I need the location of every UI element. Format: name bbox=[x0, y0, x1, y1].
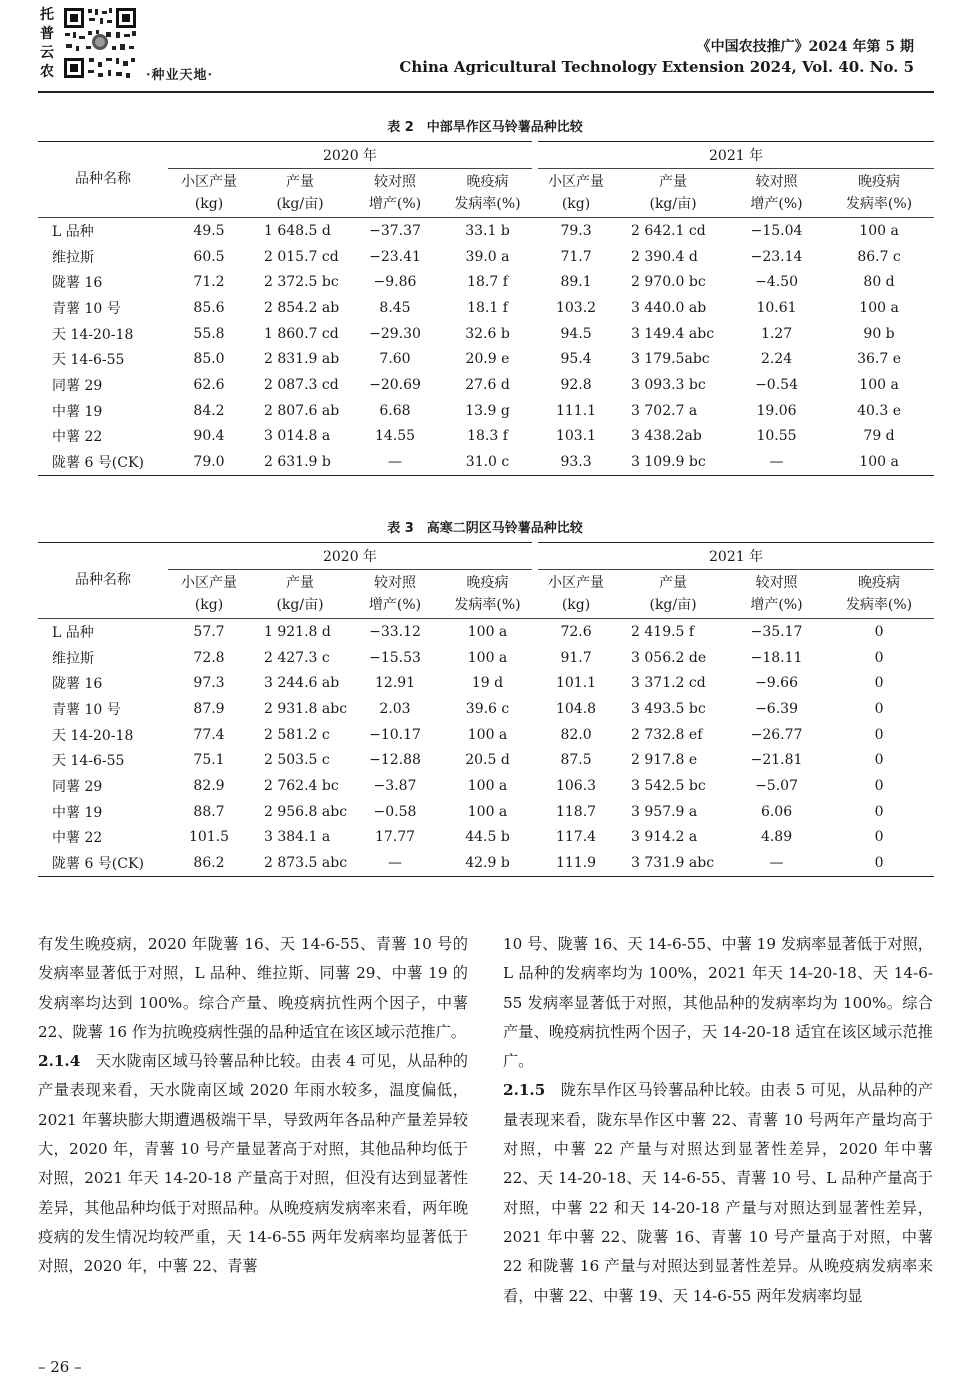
table-cell: −0.58 bbox=[373, 803, 417, 820]
table3 bbox=[38, 542, 934, 877]
table-cell: 100 a bbox=[467, 777, 508, 794]
table-cell: −23.14 bbox=[750, 248, 803, 265]
table-cell: 14.55 bbox=[374, 428, 416, 445]
table-cell: 2 642.1 cd bbox=[631, 222, 706, 239]
table-cell: 62.6 bbox=[193, 376, 225, 393]
col-header: 晚疫病 发病率(%) bbox=[440, 169, 535, 218]
table-cell: 55.8 bbox=[193, 325, 225, 342]
table-cell: 2 873.5 abc bbox=[250, 850, 350, 876]
table-cell: −37.37 bbox=[369, 222, 421, 239]
table-cell: 20.5 d bbox=[465, 752, 510, 769]
col-header: 晚疫病 发病率(%) bbox=[824, 169, 934, 218]
table-cell: 3 056.2 de bbox=[631, 649, 707, 666]
table-cell: −9.66 bbox=[755, 675, 798, 692]
table-cell: 106.3 bbox=[555, 777, 597, 794]
variety-name-cell: L 品种 bbox=[52, 223, 94, 240]
table-cell: 100 a bbox=[859, 222, 899, 239]
table-cell: 1 921.8 d bbox=[264, 623, 331, 640]
table-cell: 19.06 bbox=[756, 402, 797, 419]
variety-name-cell: 中薯 19 bbox=[52, 804, 103, 821]
section-tag: ·种业天地· bbox=[146, 68, 214, 83]
col-header: 产量 (kg/亩) bbox=[250, 169, 350, 218]
paragraph bbox=[38, 1047, 468, 1281]
table-cell: 0 bbox=[874, 752, 884, 769]
table-cell: 27.6 d bbox=[465, 376, 510, 393]
table-cell: 3 731.9 abc bbox=[617, 850, 729, 876]
brand-char: 托 bbox=[40, 7, 54, 23]
col-header: 小区产量 (kg) bbox=[168, 169, 250, 218]
table-row bbox=[38, 346, 934, 372]
page-header bbox=[38, 6, 932, 90]
table3-caption: 表 3 高寒二阴区马铃薯品种比较 bbox=[387, 521, 583, 536]
table-cell: 18.3 f bbox=[467, 428, 508, 445]
table-cell: 0 bbox=[874, 803, 884, 820]
table-cell: 92.8 bbox=[560, 376, 592, 393]
variety-name-cell: 陇薯 6 号(CK) bbox=[38, 850, 168, 876]
year-header: 2020 年 bbox=[168, 543, 535, 570]
col-header: 较对照 增产(%) bbox=[350, 169, 440, 218]
table-cell: 82.0 bbox=[560, 726, 592, 743]
table-cell: 79.0 bbox=[168, 449, 250, 475]
table-row bbox=[38, 670, 934, 696]
table-cell: 3 438.2ab bbox=[631, 428, 702, 445]
table-cell: −23.41 bbox=[369, 248, 421, 265]
table-cell: 103.2 bbox=[555, 299, 597, 316]
table-cell: −4.50 bbox=[755, 274, 798, 291]
table-row bbox=[38, 722, 934, 748]
journal-title-cn: 《中国农技推广》2024 年第 5 期 bbox=[696, 39, 914, 55]
table-cell: 2 970.0 bc bbox=[631, 274, 706, 291]
table-cell: 39.6 c bbox=[465, 700, 510, 717]
table-cell: 31.0 c bbox=[440, 449, 535, 475]
table-cell: — bbox=[350, 449, 440, 475]
table-cell: 17.77 bbox=[374, 829, 416, 846]
variety-name-cell: 陇薯 6 号(CK) bbox=[38, 449, 168, 475]
table-cell: 18.7 f bbox=[467, 274, 508, 291]
table-cell: 3 093.3 bc bbox=[631, 376, 706, 393]
table-cell: 0 bbox=[874, 700, 884, 717]
brand-char: 农 bbox=[40, 64, 54, 80]
col-header: 产量 (kg/亩) bbox=[617, 169, 729, 218]
table-row bbox=[38, 321, 934, 347]
table-cell: −5.07 bbox=[755, 777, 798, 794]
table-cell: 1 860.7 cd bbox=[264, 325, 339, 342]
table-row bbox=[38, 372, 934, 398]
col-header: 较对照 增产(%) bbox=[350, 570, 440, 619]
table-cell: 36.7 e bbox=[857, 351, 901, 368]
table-cell: 3 179.5abc bbox=[631, 351, 710, 368]
table-cell: −3.87 bbox=[373, 777, 417, 794]
variety-name-cell: 天 14-20-18 bbox=[52, 727, 134, 744]
variety-name-cell: 天 14-6-55 bbox=[52, 352, 125, 369]
table-cell: 2 427.3 c bbox=[264, 649, 330, 666]
col-header: 小区产量 (kg) bbox=[535, 169, 617, 218]
table-cell: 100 a bbox=[467, 649, 508, 666]
variety-name-cell: 中薯 22 bbox=[52, 830, 103, 847]
table-cell: 85.0 bbox=[193, 351, 225, 368]
col-header: 小区产量 (kg) bbox=[168, 570, 250, 619]
table-cell: 90 b bbox=[863, 325, 895, 342]
table-cell: 85.6 bbox=[193, 299, 225, 316]
table-cell: 6.68 bbox=[379, 402, 411, 419]
table-row bbox=[38, 645, 934, 671]
col-header-variety: 品种名称 bbox=[38, 543, 168, 619]
table-cell: −6.39 bbox=[755, 700, 798, 717]
table-cell: 3 109.9 bc bbox=[617, 449, 729, 475]
table-row bbox=[38, 773, 934, 799]
table-cell: — bbox=[350, 850, 440, 876]
table-cell: 111.1 bbox=[555, 402, 597, 419]
table-cell: 0 bbox=[874, 726, 884, 743]
table-cell: 2 390.4 d bbox=[631, 248, 698, 265]
table-cell: 10.55 bbox=[756, 428, 797, 445]
col-header: 产量 (kg/亩) bbox=[617, 570, 729, 619]
variety-name-cell: 中薯 19 bbox=[52, 403, 103, 420]
page-number: – 26 – bbox=[38, 1358, 82, 1376]
table-cell: 3 384.1 a bbox=[264, 829, 331, 846]
table-row bbox=[38, 295, 934, 321]
col-header: 晚疫病 发病率(%) bbox=[824, 570, 934, 619]
table-cell: 0 bbox=[874, 675, 884, 692]
table2 bbox=[38, 141, 934, 476]
table-cell: −35.17 bbox=[750, 623, 803, 640]
table-cell: 77.4 bbox=[193, 726, 225, 743]
table-cell: −0.54 bbox=[755, 376, 798, 393]
table-cell: 3 440.0 ab bbox=[631, 299, 707, 316]
table-cell: 2 581.2 c bbox=[264, 726, 330, 743]
table-cell: −9.86 bbox=[373, 274, 417, 291]
table-cell: 88.7 bbox=[193, 803, 225, 820]
table-cell: 44.5 b bbox=[465, 829, 510, 846]
table-cell: 60.5 bbox=[193, 248, 225, 265]
header-divider bbox=[38, 91, 934, 93]
table-cell: 86.2 bbox=[168, 850, 250, 876]
table-row bbox=[38, 850, 934, 876]
paragraph: 10 号、陇薯 16、天 14-6-55、中薯 19 发病率显著低于对照，L 品种的发病率均为 100%，2021 年天 14-20-18、天 14-6-55 发病率显著低于对照，其他品种的发病率均为 100%。综合产量、晚疫病抗性两个因子，天 14-20-18 适宜在该区域示范推广。 bbox=[503, 935, 933, 1071]
brand-char: 普 bbox=[40, 26, 54, 42]
table2-caption: 表 2 中部旱作区马铃薯品种比较 bbox=[387, 120, 583, 135]
table-cell: 90.4 bbox=[193, 428, 225, 445]
table-cell: 118.7 bbox=[555, 803, 597, 820]
journal-title-en: China Agricultural Technology Extension 2024, Vol. 40. No. 5 bbox=[399, 58, 914, 76]
year-header: 2021 年 bbox=[535, 142, 934, 169]
table-cell: −10.17 bbox=[369, 726, 421, 743]
table-cell: 40.3 e bbox=[857, 402, 901, 419]
qr-code-icon bbox=[62, 6, 138, 80]
table-cell: 93.3 bbox=[535, 449, 617, 475]
year-header: 2020 年 bbox=[168, 142, 535, 169]
variety-name-cell: 陇薯 16 bbox=[52, 275, 103, 292]
table-row bbox=[38, 696, 934, 722]
table-cell: — bbox=[729, 850, 824, 876]
table-cell: 101.1 bbox=[555, 675, 597, 692]
table-cell: 7.60 bbox=[379, 351, 411, 368]
paragraph-text: 天水陇南区域马铃薯品种比较。由表 4 可见，从品种的产量表现来看，天水陇南区域 2020 年雨水较多，温度偏低，2021 年薯块膨大期遭遇极端干旱，导致两年各品种产量差异较大，2020 年，青薯 10 号产量显著高于对照，其他品种均低于对照，2021 年天 14-20-18 产量高于对照，但没有达到显著性差异，其他品种均低于对照品种。从晚疫病发病率来看，两年晚疫病的发生情况均较严重，天 14-6-55 两年发病率均显著低于对照，2020 年，中薯 22、青薯 bbox=[38, 1052, 468, 1276]
table-cell: 39.0 a bbox=[465, 248, 510, 265]
table-cell: 18.1 f bbox=[467, 299, 508, 316]
variety-name-cell: L 品种 bbox=[52, 624, 94, 641]
table-cell: 100 a bbox=[467, 726, 508, 743]
publisher-brand bbox=[38, 6, 56, 82]
col-header-variety: 品种名称 bbox=[38, 142, 168, 218]
table-cell: 100 a bbox=[859, 376, 899, 393]
table-cell: 2.24 bbox=[760, 351, 793, 368]
table-cell: 3 957.9 a bbox=[631, 803, 698, 820]
table-cell: 87.5 bbox=[560, 752, 592, 769]
table-cell: 104.8 bbox=[555, 700, 597, 717]
section-number: 2.1.5 bbox=[503, 1081, 546, 1100]
table-cell: −26.77 bbox=[750, 726, 803, 743]
table-cell: −21.81 bbox=[750, 752, 803, 769]
table-cell: 2 956.8 abc bbox=[264, 803, 348, 820]
table-cell: 49.5 bbox=[193, 222, 225, 239]
body-column-right bbox=[503, 930, 933, 1311]
table-cell: 2 917.8 e bbox=[631, 752, 698, 769]
table-cell: 2 087.3 cd bbox=[264, 376, 339, 393]
table-cell: 100 a bbox=[467, 803, 508, 820]
table-cell: 6.06 bbox=[760, 803, 793, 820]
body-column-left bbox=[38, 930, 468, 1282]
paragraph bbox=[503, 1076, 933, 1310]
table-row bbox=[38, 424, 934, 450]
table-row bbox=[38, 269, 934, 295]
table-cell: 2 419.5 f bbox=[631, 623, 695, 640]
table-cell: 3 493.5 bc bbox=[631, 700, 706, 717]
table-cell: 2 931.8 abc bbox=[264, 700, 348, 717]
table-row bbox=[38, 244, 934, 270]
col-header: 晚疫病 发病率(%) bbox=[440, 570, 535, 619]
variety-name-cell: 天 14-20-18 bbox=[52, 326, 134, 343]
table-cell: 100 a bbox=[467, 623, 508, 640]
variety-name-cell: 陇薯 16 bbox=[52, 676, 103, 693]
table-row bbox=[38, 799, 934, 825]
table-cell: 0 bbox=[874, 649, 884, 666]
table-cell: −15.53 bbox=[369, 649, 421, 666]
table-cell: −18.11 bbox=[750, 649, 803, 666]
table-cell: −20.69 bbox=[369, 376, 421, 393]
table-cell: 94.5 bbox=[560, 325, 592, 342]
table-cell: 80 d bbox=[863, 274, 895, 291]
col-header: 产量 (kg/亩) bbox=[250, 570, 350, 619]
table-cell: −33.12 bbox=[369, 623, 421, 640]
table-cell: 32.6 b bbox=[465, 325, 510, 342]
table-cell: 100 a bbox=[859, 299, 899, 316]
table-cell: 20.9 e bbox=[465, 351, 510, 368]
col-header: 较对照 增产(%) bbox=[729, 169, 824, 218]
table-cell: 0 bbox=[874, 777, 884, 794]
table-row bbox=[38, 747, 934, 773]
table-cell: 2 732.8 ef bbox=[631, 726, 703, 743]
table-cell: −12.88 bbox=[369, 752, 421, 769]
table-cell: 0 bbox=[824, 850, 934, 876]
table-row bbox=[38, 619, 934, 645]
table-row bbox=[38, 449, 934, 475]
table-cell: 2 631.9 b bbox=[250, 449, 350, 475]
col-header: 小区产量 (kg) bbox=[535, 570, 617, 619]
table-cell: 0 bbox=[874, 829, 884, 846]
table-cell: 71.2 bbox=[193, 274, 225, 291]
table-cell: 0 bbox=[874, 623, 884, 640]
table-cell: 3 371.2 cd bbox=[631, 675, 706, 692]
table-cell: 13.9 g bbox=[465, 402, 510, 419]
table-cell: 8.45 bbox=[379, 299, 411, 316]
table-cell: 2 854.2 ab bbox=[264, 299, 340, 316]
table-row bbox=[38, 398, 934, 424]
table-cell: 75.1 bbox=[193, 752, 225, 769]
section-number: 2.1.4 bbox=[38, 1052, 81, 1071]
table-cell: 3 702.7 a bbox=[631, 402, 698, 419]
brand-char: 云 bbox=[40, 45, 54, 61]
table-cell: 89.1 bbox=[560, 274, 592, 291]
table-cell: 3 542.5 bc bbox=[631, 777, 706, 794]
table-cell: 10.61 bbox=[756, 299, 797, 316]
table-cell: 1.27 bbox=[760, 325, 793, 342]
variety-name-cell: 维拉斯 bbox=[52, 650, 94, 667]
table-cell: 3 244.6 ab bbox=[264, 675, 340, 692]
table-cell: 84.2 bbox=[193, 402, 225, 419]
table-cell: 79.3 bbox=[560, 222, 592, 239]
table-cell: 12.91 bbox=[374, 675, 416, 692]
table-cell: 3 149.4 abc bbox=[631, 325, 715, 342]
table-cell: 4.89 bbox=[760, 829, 793, 846]
variety-name-cell: 同薯 29 bbox=[52, 778, 103, 795]
table-cell: 1 648.5 d bbox=[264, 222, 331, 239]
paragraph-text: 陇东旱作区马铃薯品种比较。由表 5 可见，从品种的产量表现来看，陇东旱作区中薯 22、青薯 10 号两年产量均高于对照，中薯 22 产量与对照达到显著性差异，2020 年中薯 22、天 14-20-18、天 14-6-55、青薯 10 号、L 品种产量高于对照，中薯 22 和天 14-20-18 产量与对照达到显著性差异，2021 年中薯 22、陇薯 16、青薯 10 号产量高于对照，中薯 22 和陇薯 16 产量与对照达到显著性差异。从晚疫病发病率来看，中薯 22、中薯 19、天 14-6-55 两年发病率均显 bbox=[503, 1081, 933, 1305]
variety-name-cell: 天 14-6-55 bbox=[52, 753, 125, 770]
table-cell: 2.03 bbox=[379, 700, 411, 717]
table-cell: 71.7 bbox=[560, 248, 592, 265]
table-cell: 2 807.6 ab bbox=[264, 402, 340, 419]
table-cell: 101.5 bbox=[188, 829, 230, 846]
table-cell: 95.4 bbox=[560, 351, 592, 368]
table-cell: 87.9 bbox=[193, 700, 225, 717]
table-cell: 72.8 bbox=[193, 649, 225, 666]
paragraph: 有发生晚疫病，2020 年陇薯 16、天 14-6-55、青薯 10 号的发病率显著低于对照，L 品种、维拉斯、同薯 29、中薯 19 的发病率均达到 100%。综合产量、晚疫病抗性两个因子，中薯 22、陇薯 16 作为抗晚疫病性强的品种适宜在该区域示范推广。 bbox=[38, 935, 468, 1041]
variety-name-cell: 同薯 29 bbox=[52, 377, 103, 394]
table-cell: 72.6 bbox=[560, 623, 592, 640]
table-cell: 91.7 bbox=[560, 649, 592, 666]
table-cell: 79 d bbox=[863, 428, 895, 445]
table-cell: 103.1 bbox=[555, 428, 597, 445]
table-cell: 86.7 c bbox=[857, 248, 901, 265]
table-cell: 100 a bbox=[824, 449, 934, 475]
table-cell: 33.1 b bbox=[465, 222, 510, 239]
variety-name-cell: 青薯 10 号 bbox=[52, 300, 121, 317]
table-cell: 42.9 b bbox=[440, 850, 535, 876]
table-cell: 2 015.7 cd bbox=[264, 248, 339, 265]
table-row bbox=[38, 218, 934, 244]
col-header: 较对照 增产(%) bbox=[729, 570, 824, 619]
table-row bbox=[38, 825, 934, 851]
table-cell: 2 503.5 c bbox=[264, 752, 330, 769]
table-cell: 97.3 bbox=[193, 675, 225, 692]
table-cell: 2 372.5 bc bbox=[264, 274, 339, 291]
table-cell: 2 762.4 bc bbox=[264, 777, 339, 794]
table-cell: −29.30 bbox=[369, 325, 421, 342]
table-cell: 3 914.2 a bbox=[631, 829, 698, 846]
variety-name-cell: 中薯 22 bbox=[52, 429, 103, 446]
variety-name-cell: 维拉斯 bbox=[52, 249, 94, 266]
table-cell: 57.7 bbox=[193, 623, 225, 640]
table-cell: 117.4 bbox=[555, 829, 597, 846]
table-cell: 111.9 bbox=[535, 850, 617, 876]
table-cell: 19 d bbox=[471, 675, 504, 692]
variety-name-cell: 青薯 10 号 bbox=[52, 701, 121, 718]
table-cell: −15.04 bbox=[750, 222, 803, 239]
year-header: 2021 年 bbox=[535, 543, 934, 570]
table-cell: 82.9 bbox=[193, 777, 225, 794]
table-cell: 2 831.9 ab bbox=[264, 351, 340, 368]
table-cell: — bbox=[729, 449, 824, 475]
table-cell: 3 014.8 a bbox=[264, 428, 331, 445]
